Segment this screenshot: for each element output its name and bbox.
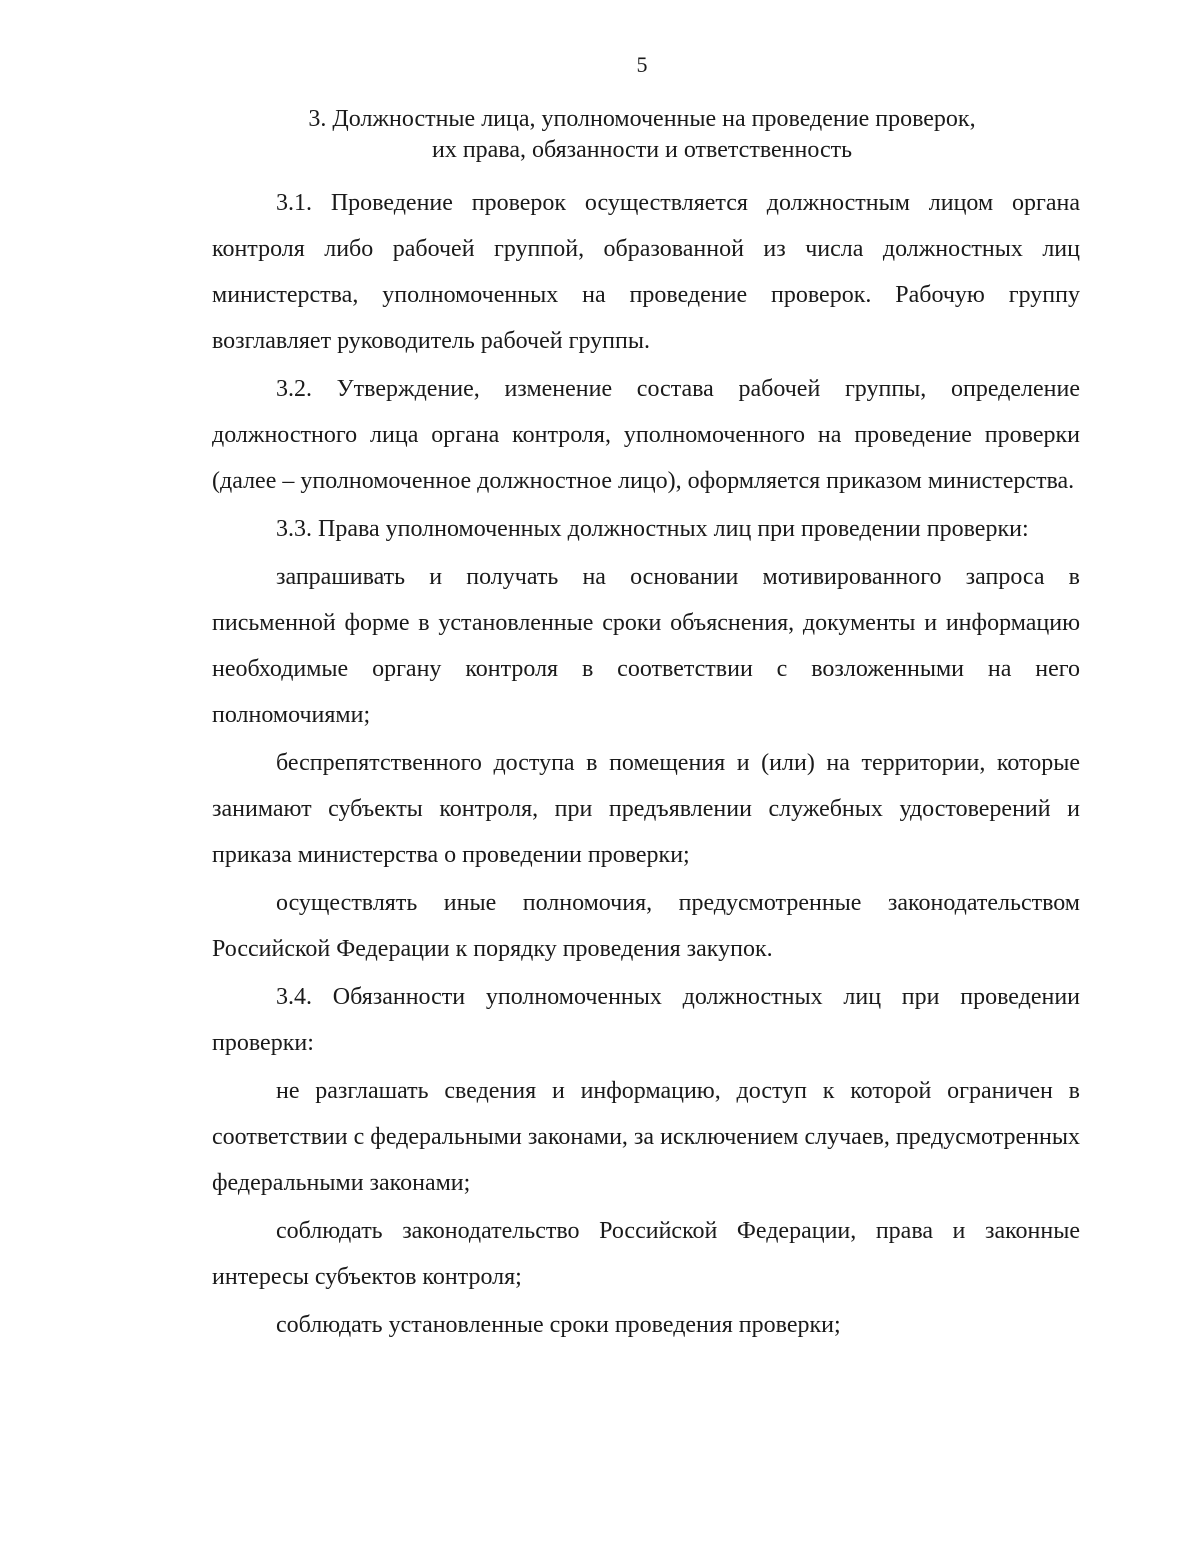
section-heading-line-1: 3. Должностные лица, уполномоченные на проведение проверок, bbox=[308, 106, 976, 132]
paragraph-duty-nondisclosure: не разглашать сведения и информацию, доступ к которой ограничен в соответствии с федеральными законами, за исключением случаев, предусмотренных федеральными законами; bbox=[212, 1078, 1080, 1196]
paragraph-3-4: 3.4. Обязанности уполномоченных должностных лиц при проведении проверки: bbox=[212, 984, 1080, 1056]
paragraph-duty-comply-law: соблюдать законодательство Российской Федерации, права и законные интересы субъектов контроля; bbox=[212, 1218, 1080, 1290]
paragraph-right-other-powers: осуществлять иные полномочия, предусмотренные законодательством Российской Федерации к порядку проведения закупок. bbox=[212, 890, 1080, 962]
paragraph-3-1: 3.1. Проведение проверок осуществляется должностным лицом органа контроля либо рабочей группой, образованной из числа должностных лиц министерства, уполномоченных на проведение проверок. Рабочую группу возглавляет руководитель рабочей группы. bbox=[212, 190, 1080, 354]
paragraph-3-3: 3.3. Права уполномоченных должностных лиц при проведении проверки: bbox=[276, 516, 1029, 542]
section-heading-line-2: их права, обязанности и ответственность bbox=[431, 137, 853, 163]
document-body bbox=[212, 180, 1080, 1350]
paragraph-right-request-info: запрашивать и получать на основании мотивированного запроса в письменной форме в установленные сроки объяснения, документы и информацию необходимые органу контроля в соответствии с возложенными на него полномочиями; bbox=[212, 564, 1080, 728]
section-heading bbox=[190, 104, 1094, 166]
page-number: 5 bbox=[636, 52, 648, 77]
paragraph-3-2: 3.2. Утверждение, изменение состава рабочей группы, определение должностного лица органа контроля, уполномоченного на проведение проверки (далее – уполномоченное должностное лицо), оформляется приказом министерства. bbox=[212, 376, 1080, 494]
paragraph-right-access: беспрепятственного доступа в помещения и (или) на территории, которые занимают субъекты контроля, при предъявлении служебных удостоверений и приказа министерства о проведении проверки; bbox=[212, 750, 1080, 868]
paragraph-duty-deadlines: соблюдать установленные сроки проведения проверки; bbox=[276, 1312, 841, 1338]
